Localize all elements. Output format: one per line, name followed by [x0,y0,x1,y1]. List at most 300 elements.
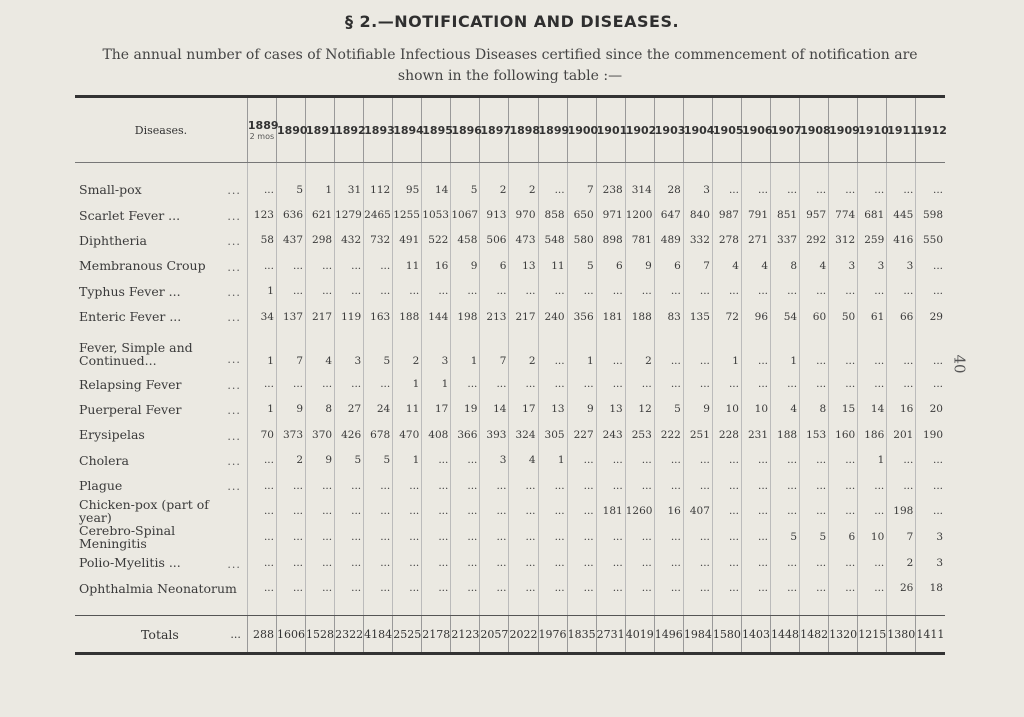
case-count-cell: 898 [596,228,625,253]
case-count-cell: ... [538,550,567,575]
case-count-cell: ... [538,177,567,202]
leader-dots: ... [227,480,241,494]
case-count-cell: ... [741,177,770,202]
table-row [75,550,945,575]
disease-name-cell [75,304,247,329]
case-count-cell: 13 [509,253,538,278]
case-count-cell: ... [654,279,683,304]
case-count-cell: ... [654,473,683,498]
year-column-header [509,97,541,163]
case-count-cell: 957 [800,202,829,227]
case-count-cell: 370 [306,422,335,447]
case-count-cell: 598 [916,202,945,227]
year-column-header [771,97,800,163]
total-cell: 1403 [741,616,770,654]
year-sublabel: 2 mos [249,132,275,141]
case-count-cell: 913 [480,202,509,227]
case-count-cell: ... [393,576,422,601]
year-label: 1909 [829,123,860,137]
case-count-cell: 28 [654,177,683,202]
table-row [75,397,945,422]
case-count-cell: 858 [538,202,567,227]
case-count-cell: ... [422,448,451,473]
case-count-cell: ... [596,576,625,601]
case-count-cell: 9 [451,253,480,278]
total-cell: 1580 [712,616,741,654]
case-count-cell: ... [858,371,887,396]
case-count-cell: ... [364,576,393,601]
year-column-header [654,97,686,163]
case-count-cell: ... [364,550,393,575]
case-count-cell: ... [451,524,480,550]
case-count-cell: 791 [741,202,770,227]
case-count-cell: 24 [364,397,393,422]
case-count-cell: ... [771,550,800,575]
case-count-cell: 186 [858,422,887,447]
case-count-cell: ... [247,473,276,498]
case-count-cell: ... [364,371,393,396]
case-count-cell: ... [800,177,829,202]
case-count-cell: ... [247,177,276,202]
case-count-cell: ... [683,524,712,550]
case-count-cell: 240 [538,304,567,329]
case-count-cell: 314 [625,177,654,202]
case-count-cell: ... [480,371,509,396]
table-row [75,422,945,447]
total-cell: 1448 [771,616,800,654]
case-count-cell: ... [567,524,596,550]
case-count-cell: 5 [567,253,596,278]
case-count-cell: 3 [858,253,887,278]
case-count-cell: 34 [247,304,276,329]
case-count-cell: ... [567,576,596,601]
case-count-cell: ... [538,524,567,550]
case-count-cell: ... [887,329,916,371]
case-count-cell: 9 [306,448,335,473]
table-header-row [75,97,945,163]
case-count-cell: 58 [247,228,276,253]
case-count-cell: ... [654,329,683,371]
case-count-cell: 407 [683,498,712,524]
case-count-cell: 8 [306,397,335,422]
case-count-cell: ... [306,498,335,524]
case-count-cell: ... [771,473,800,498]
total-cell: 1984 [683,616,712,654]
case-count-cell: ... [625,576,654,601]
case-count-cell: 8 [771,253,800,278]
case-count-cell: 12 [625,397,654,422]
case-count-cell: 5 [335,448,364,473]
case-count-cell: ... [771,576,800,601]
case-count-cell: ... [306,524,335,550]
case-count-cell: 3 [480,448,509,473]
case-count-cell: 137 [276,304,305,329]
case-count-cell: 9 [567,397,596,422]
disease-name-cell [75,279,247,304]
case-count-cell: ... [712,473,741,498]
case-count-cell: 3 [829,253,858,278]
disease-name: Cholera [79,452,129,468]
table-row [75,228,945,253]
case-count-cell: 231 [741,422,770,447]
case-count-cell: 458 [451,228,480,253]
case-count-cell: ... [916,473,945,498]
case-count-cell: 437 [276,228,305,253]
case-count-cell: 2465 [364,202,393,227]
case-count-cell: ... [538,498,567,524]
case-count-cell: 774 [829,202,858,227]
case-count-cell: 621 [306,202,335,227]
year-column-header [393,97,422,163]
table-row [75,253,945,278]
case-count-cell: ... [538,473,567,498]
case-count-cell: ... [858,550,887,575]
case-count-cell: 16 [422,253,451,278]
totals-leader-dots: ... [230,628,241,642]
case-count-cell: ... [364,473,393,498]
leader-dots: ... [227,184,241,198]
case-count-cell: 5 [800,524,829,550]
case-count-cell: ... [509,576,538,601]
year-label: 1898 [509,123,541,137]
case-count-cell: ... [625,371,654,396]
case-count-cell: ... [683,329,712,371]
case-count-cell: ... [596,329,625,371]
case-count-cell: 647 [654,202,683,227]
case-count-cell: 305 [538,422,567,447]
case-count-cell: ... [625,550,654,575]
case-count-cell: 83 [654,304,683,329]
case-count-cell: 14 [422,177,451,202]
case-count-cell: 4 [306,329,335,371]
case-count-cell: ... [306,576,335,601]
case-count-cell: ... [741,524,770,550]
case-count-cell: ... [858,498,887,524]
case-count-cell: 851 [771,202,800,227]
case-count-cell: 489 [654,228,683,253]
case-count-cell: 298 [306,228,335,253]
year-column-header [364,97,393,163]
year-column-header [538,97,570,163]
case-count-cell: ... [712,177,741,202]
case-count-cell: 7 [480,329,509,371]
case-count-cell: 416 [887,228,916,253]
year-column-header [276,97,308,163]
case-count-cell: 188 [625,304,654,329]
total-cell: 2731 [596,616,625,654]
case-count-cell: ... [480,279,509,304]
case-count-cell: 190 [916,422,945,447]
case-count-cell: ... [451,371,480,396]
year-label: 1889 [247,119,279,132]
case-count-cell: 153 [800,422,829,447]
case-count-cell: ... [800,448,829,473]
leader-dots: ... [227,454,241,468]
year-label: 1903 [654,123,686,137]
total-cell: 2322 [335,616,364,654]
case-count-cell: 10 [712,397,741,422]
case-count-cell: ... [276,550,305,575]
case-count-cell: 548 [538,228,567,253]
table-row [75,202,945,227]
case-count-cell: ... [829,473,858,498]
total-cell: 4184 [364,616,393,654]
case-count-cell: 1 [567,329,596,371]
case-count-cell: ... [364,524,393,550]
case-count-cell: 7 [887,524,916,550]
disease-name: Relapsing Fever [79,376,182,392]
case-count-cell: ... [596,473,625,498]
case-count-cell: ... [916,329,945,371]
case-count-cell: 27 [335,397,364,422]
total-cell: 2123 [451,616,480,654]
case-count-cell: 29 [916,304,945,329]
total-cell: 2178 [422,616,451,654]
disease-name: Chicken-pox (part of year) [79,497,209,526]
case-count-cell: 781 [625,228,654,253]
case-count-cell: ... [567,279,596,304]
case-count-cell: 54 [771,304,800,329]
case-count-cell: ... [422,524,451,550]
case-count-cell: ... [683,473,712,498]
leader-dots: ... [227,209,241,223]
case-count-cell: 1 [771,329,800,371]
case-count-cell: 1200 [625,202,654,227]
case-count-cell: ... [422,498,451,524]
total-cell: 288 [247,616,276,654]
case-count-cell: ... [480,473,509,498]
case-count-cell: ... [800,371,829,396]
case-count-cell: ... [567,550,596,575]
case-count-cell: 8 [800,397,829,422]
total-cell: 2057 [480,616,509,654]
disease-name: Polio-Myelitis ... [79,555,181,571]
totals-label-cell [75,616,247,654]
case-count-cell: 1 [422,371,451,396]
case-count-cell: ... [538,279,567,304]
case-count-cell: ... [306,253,335,278]
disease-name-cell [75,524,247,550]
case-count-cell: 2 [393,329,422,371]
case-count-cell: ... [916,253,945,278]
case-count-cell: ... [335,253,364,278]
case-count-cell: ... [480,524,509,550]
case-count-cell: ... [887,448,916,473]
case-count-cell: 201 [887,422,916,447]
case-count-cell: 1 [247,279,276,304]
case-count-cell: 217 [509,304,538,329]
case-count-cell: ... [422,279,451,304]
case-count-cell: 9 [683,397,712,422]
case-count-cell: ... [916,177,945,202]
case-count-cell: 4 [509,448,538,473]
case-count-cell: 95 [393,177,422,202]
disease-name: Membranous Croup [79,258,206,274]
case-count-cell: 9 [276,397,305,422]
case-count-cell: 119 [335,304,364,329]
leader-dots: ... [227,260,241,274]
case-count-cell: 6 [654,253,683,278]
case-count-cell: 324 [509,422,538,447]
case-count-cell: ... [247,371,276,396]
case-count-cell: ... [393,550,422,575]
case-count-cell: 650 [567,202,596,227]
case-count-cell: 5 [771,524,800,550]
case-count-cell: ... [625,448,654,473]
case-count-cell: 7 [683,253,712,278]
case-count-cell: 26 [887,576,916,601]
case-count-cell: 2 [887,550,916,575]
case-count-cell: 580 [567,228,596,253]
case-count-cell: ... [712,448,741,473]
leader-dots: ... [227,404,241,418]
case-count-cell: 10 [858,524,887,550]
year-column-header [451,97,480,163]
case-count-cell: 20 [916,397,945,422]
disease-name: Plague [79,478,123,494]
table-row [75,329,945,371]
case-count-cell: 4 [771,397,800,422]
leader-dots: ... [227,429,241,443]
total-cell: 4019 [625,616,654,654]
case-count-cell: 5 [276,177,305,202]
case-count-cell: ... [276,473,305,498]
case-count-cell: ... [596,524,625,550]
case-count-cell: 2 [509,177,538,202]
case-count-cell: 970 [509,202,538,227]
case-count-cell: ... [741,473,770,498]
case-count-cell: ... [741,498,770,524]
case-count-cell: 393 [480,422,509,447]
case-count-cell: 987 [712,202,741,227]
case-count-cell: ... [335,473,364,498]
case-count-cell: 491 [393,228,422,253]
case-count-cell: ... [741,550,770,575]
disease-name-cell [75,550,247,575]
case-count-cell: 1067 [451,202,480,227]
disease-name: Enteric Fever ... [79,309,182,325]
case-count-cell: 1 [306,177,335,202]
case-count-cell: ... [829,329,858,371]
leader-dots: ... [227,353,241,367]
case-count-cell: 222 [654,422,683,447]
case-count-cell: ... [683,550,712,575]
case-count-cell: 2 [509,329,538,371]
case-count-cell: 2 [480,177,509,202]
disease-name: Puerperal Fever [79,401,182,417]
case-count-cell: 66 [887,304,916,329]
case-count-cell: 3 [916,524,945,550]
disease-name: Erysipelas [79,427,145,443]
case-count-cell: ... [800,473,829,498]
case-count-cell: ... [276,279,305,304]
case-count-cell: 163 [364,304,393,329]
case-count-cell: 31 [335,177,364,202]
total-cell: 1606 [276,616,305,654]
case-count-cell: ... [858,279,887,304]
case-count-cell: ... [683,448,712,473]
case-count-cell: ... [829,177,858,202]
case-count-cell: 445 [887,202,916,227]
case-count-cell: ... [393,524,422,550]
year-column-header [335,97,364,163]
case-count-cell: ... [800,498,829,524]
year-column-header [625,97,657,163]
case-count-cell: ... [276,524,305,550]
disease-name: Scarlet Fever ... [79,207,181,223]
year-column-header [712,97,744,163]
case-count-cell: 332 [683,228,712,253]
case-count-cell: ... [567,448,596,473]
disease-name-cell [75,202,247,227]
case-count-cell: 188 [393,304,422,329]
case-count-cell: ... [596,448,625,473]
case-count-cell: ... [567,371,596,396]
case-count-cell: 7 [567,177,596,202]
case-count-cell: ... [364,253,393,278]
case-count-cell: 11 [538,253,567,278]
table-row [75,524,945,550]
totals-row [75,616,945,654]
case-count-cell: ... [306,371,335,396]
case-count-cell: ... [335,498,364,524]
case-count-cell: 228 [712,422,741,447]
case-count-cell: ... [829,576,858,601]
diseases-table-container [75,95,945,655]
case-count-cell: ... [276,498,305,524]
case-count-cell: 426 [335,422,364,447]
table-body [75,163,945,616]
case-count-cell: 971 [596,202,625,227]
case-count-cell: ... [335,279,364,304]
case-count-cell: 373 [276,422,305,447]
year-column-header [480,97,512,163]
case-count-cell: ... [887,371,916,396]
case-count-cell: 19 [451,397,480,422]
case-count-cell: 7 [276,329,305,371]
case-count-cell: ... [829,498,858,524]
case-count-cell: 72 [712,304,741,329]
case-count-cell: 14 [858,397,887,422]
case-count-cell: ... [422,473,451,498]
diseases-table [75,95,945,655]
case-count-cell: 181 [596,498,625,524]
case-count-cell: ... [538,576,567,601]
case-count-cell: ... [509,473,538,498]
case-count-cell: 5 [364,329,393,371]
case-count-cell: 292 [800,228,829,253]
case-count-cell: 9 [625,253,654,278]
case-count-cell: 3 [887,253,916,278]
total-cell: 1976 [538,616,567,654]
case-count-cell: ... [858,473,887,498]
case-count-cell: ... [654,371,683,396]
case-count-cell: ... [335,371,364,396]
case-count-cell: 3 [683,177,712,202]
year-column-header [916,97,945,163]
case-count-cell: ... [393,279,422,304]
case-count-cell: 432 [335,228,364,253]
disease-name-cell [75,448,247,473]
case-count-cell: 181 [596,304,625,329]
case-count-cell: 50 [829,304,858,329]
case-count-cell: ... [887,177,916,202]
case-count-cell: 3 [916,550,945,575]
case-count-cell: ... [509,498,538,524]
case-count-cell: 243 [596,422,625,447]
year-label: 1906 [741,123,773,137]
case-count-cell: ... [800,576,829,601]
